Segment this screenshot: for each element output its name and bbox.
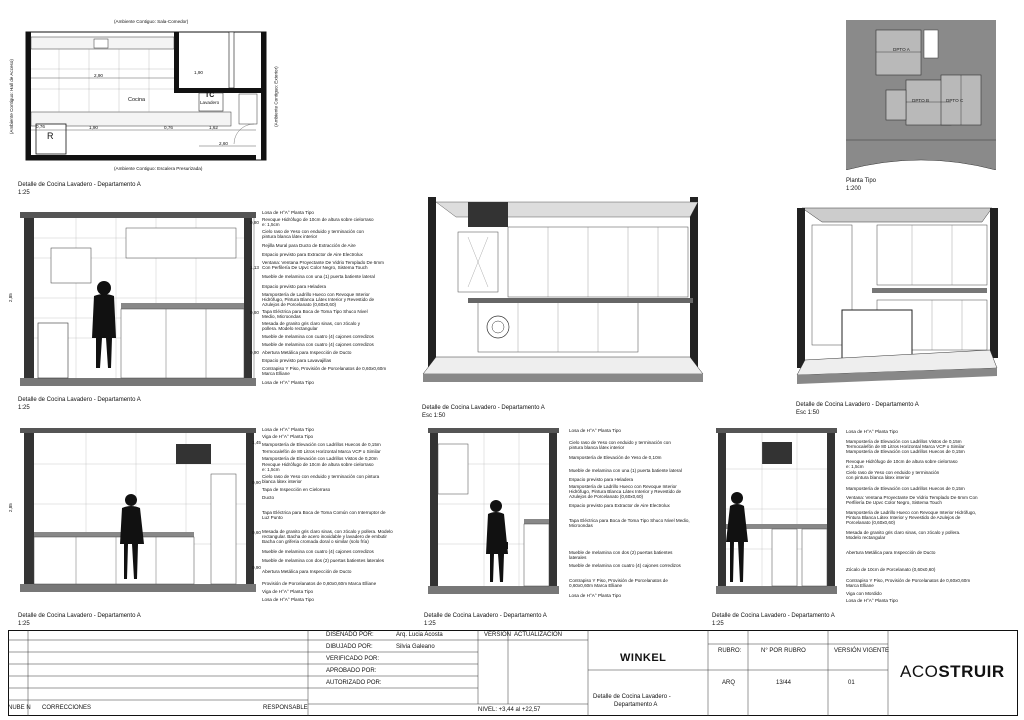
section3-drawing [424, 424, 559, 604]
section1-note: Mampostería de Ladrillo Hueco con Revoque Interior [262, 292, 370, 297]
section3-notes [569, 426, 709, 606]
section4-note: Losa de H°A° Planta Tipo [846, 598, 898, 603]
section2-dim: 0,90 [252, 565, 261, 570]
section1-note: Cielo raso de Yeso con enduido y terminación con [262, 229, 364, 234]
section1-drawing [16, 208, 256, 393]
section3-caption: Detalle de Cocina Lavadero - Departamento A [424, 613, 547, 619]
section3-note: Mueble de melamina con dos (2) puertas batientes [569, 550, 673, 555]
section4-note: Revoque Hidrófugo de 10cm de altura sobre cielorraso [846, 459, 958, 464]
section4-note: Modelo rectangular [846, 535, 886, 540]
section1-note: Abertura Metálica para Inspección de Ducto [262, 350, 352, 355]
section2-note: Cielo raso de Yeso con enduido y terminación con pintura [262, 474, 380, 479]
company-logo [900, 662, 1005, 682]
perspective2-caption: Detalle de Cocina Lavadero - Departamento A [796, 402, 919, 408]
sheet-title-line2: Departamento A [614, 702, 658, 708]
section1-dim: 0,60 [250, 310, 259, 315]
section1-note: Mesada de granito gris claro sinas, con zócalo y [262, 321, 361, 326]
section4-caption: Detalle de Cocina Lavadero - Departamento A [712, 613, 835, 619]
plan-dim: 1,90 [194, 70, 203, 75]
perspective2-scale: Esc 1:50 [796, 410, 820, 416]
section4-drawing [712, 424, 837, 604]
plan-dim: 1,90 [89, 125, 98, 130]
section1-dim: 0,90 [250, 350, 259, 355]
correcciones-label: CORRECCIONES [42, 705, 92, 711]
section1-note: Marca Elliane [262, 371, 290, 376]
section2-note: Viga de H°A° Planta Tipo [262, 589, 314, 594]
section4-note: Losa de H°A° Planta Tipo [846, 429, 898, 434]
plan-right-label: (Ambiente Contiguo: Exterior) [273, 66, 279, 127]
section4-note: con pintura blanca látex interior [846, 475, 910, 480]
section2-note: Mueble de melamina con dos (2) puertas batientes laterales [262, 558, 385, 563]
plan-dim: 1,62 [209, 125, 218, 130]
section1-note: e: 1,5cm [262, 222, 280, 227]
perspective1-scale: Esc 1:50 [422, 413, 446, 419]
section4-scale: 1:25 [712, 621, 724, 627]
section2-dim: 1,45 [252, 440, 261, 445]
section4-note: Mampostería de Elevación con Ladrillos Vistos de 0,15m [846, 439, 962, 444]
section2-dim: 0,90 [252, 480, 261, 485]
planta-tipo-plan [846, 20, 996, 170]
section2-dim: 2,85 [7, 503, 13, 513]
section3-note: Mueble de melamina con cuatro (4) cajones corredizos [569, 563, 681, 568]
section2-note: Abertura Metálica para Inspección de Ducto [262, 569, 352, 574]
section2-note: blanca látex interior [262, 479, 302, 484]
section4-note: Marca Elliane [846, 583, 874, 588]
nro-value: 13/44 [776, 680, 792, 686]
authorized-by-label: AUTORIZADO POR: [326, 680, 382, 686]
section4-note: Viga con Mordido [846, 591, 882, 596]
plan-top-label: (Ambiente Contiguo: Sala-Comedor) [114, 19, 189, 24]
section1-note: Losa de H°A° Planta Tipo [262, 210, 314, 215]
section3-note: Mampostería de Ladrillo Hueco con Revoque Interior [569, 484, 677, 489]
section3-note: 0,60x0,60m Marca Elliane [569, 583, 623, 588]
update-header: ACTUALIZACIÓN [514, 632, 563, 638]
section4-note: Mampostería de Elevación con Ladrillos Huecos de 0,15m [846, 486, 965, 491]
section3-note: Contrapiso Y Piso, Provisión de Porcelanatos de [569, 578, 668, 583]
plan-dim: 2,90 [94, 73, 103, 78]
section3-note: Microondas [569, 523, 593, 528]
section4-note: Zócalo de 10cm de Porcelanato (0,60x0,60) [846, 567, 936, 572]
section1-note: Hidrófugo, Pintura Blanca Látex Interior y Revestido de [262, 297, 375, 302]
section1-dim: 0,80 [250, 220, 259, 225]
planta-caption: Planta Tipo [846, 178, 877, 184]
section2-note: Revoque Hidrófugo de 10cm de altura sobre cielorraso [262, 462, 374, 467]
nube-label: NUBE N [8, 705, 31, 711]
section2-note: Mueble de melamina con cuatro (4) cajones corredizos [262, 549, 374, 554]
perspective1-drawing [418, 192, 708, 402]
designed-by-label: DISEÑADO POR: [326, 632, 374, 638]
section3-note: laterales [569, 555, 587, 560]
section3-note: Azulejos de Porcelanato (0,60x0,60) [569, 494, 644, 499]
section1-note: Mueble de melamina con cuatro (4) cajones corredizos [262, 342, 374, 347]
project-name: WINKEL [620, 652, 667, 664]
section3-note: Losa de H°A° Planta Tipo [569, 593, 621, 598]
perspective1-caption: Detalle de Cocina Lavadero - Departamento A [422, 405, 545, 411]
rubro-value: ARQ [722, 680, 736, 686]
section1-note: Azulejos de Porcelanato (0,60x0,60) [262, 302, 337, 307]
perspective2-drawing [792, 200, 1002, 398]
kitchen-plan [8, 14, 294, 184]
section4-note: Contrapiso Y Piso, Provisión de Porcelanatos de 0,60x0,60m [846, 578, 971, 583]
plan-dim: 2,60 [219, 141, 228, 146]
section2-note: Viga de H°A° Planta Tipo [262, 434, 314, 439]
section1-note: Ventana: Ventana Proyectante De Vidrio Templado De 6mm [262, 260, 384, 265]
section4-note: Ventana: Ventana Proyectante De Vidrio Templado De 6mm Con [846, 495, 978, 500]
company-logo-light: ACO [900, 662, 939, 681]
section2-note: Losa de H°A° Planta Tipo [262, 597, 314, 602]
plan-dim: 0,76 [164, 125, 173, 130]
section2-note: Mesada de granito gris claro sinas, con zócalo y pollera. Modelo [262, 529, 393, 534]
section1-note: pollera. Modelo rectangular [262, 326, 318, 331]
section3-scale: 1:25 [424, 621, 436, 627]
plan-dim: 0,76 [36, 124, 45, 129]
rubro-header: RUBRO: [718, 648, 742, 654]
verified-by-label: VERIFICADO POR: [326, 656, 380, 662]
plan-caption: Detalle de Cocina Lavadero - Departamento A [18, 182, 141, 188]
company-logo-bold: STRUIR [938, 662, 1005, 681]
section3-note: pintura blanca látex interior [569, 445, 625, 450]
section2-note: Losa de H°A° Planta Tipo [262, 427, 314, 432]
section2-note: Luz Punto [262, 515, 283, 520]
section1-note: Mueble de melamina con una (1) puerta batiente lateral [262, 274, 375, 279]
title-block [8, 630, 1018, 716]
sheet-title-line1: Detalle de Cocina Lavadero - [593, 694, 671, 700]
section1-note: Mueble de melamina con cuatro (4) cajones corredizos [262, 334, 374, 339]
section2-caption: Detalle de Cocina Lavadero - Departamento A [18, 613, 141, 619]
section1-note: Medio, Microondas [262, 314, 301, 319]
section1-scale: 1:25 [18, 405, 30, 411]
section1-note: Rejilla Mural para Ducto de Extracción de Aire [262, 243, 356, 248]
section2-note: Tapa de Inspección en Cielorraso [262, 487, 331, 492]
section4-note: Cielo raso de Yeso con enduido y terminación [846, 470, 940, 475]
section1-note: Con Perfilería De Upvc Color Negro, Sistema Touch [262, 265, 368, 270]
plan-room-cocina: Cocina [128, 97, 146, 103]
section2-note: Ducto [262, 495, 275, 500]
section1-notes [262, 208, 412, 393]
planta-tipo-drawing [846, 20, 996, 170]
section4-note: Mesada de granito gris claro sinas, con zócalo y pollera. [846, 530, 961, 535]
section3-note: Losa de H°A° Planta Tipo [569, 428, 621, 433]
section2-note: Tapa Eléctrica para Boca de Toma Común con Interruptor de [262, 510, 386, 515]
section3-note: Hidrófugo, Pintura Blanca Látex Interior y Revestido de [569, 489, 682, 494]
version-vigente-header: VERSIÓN VIGENTE [834, 648, 890, 654]
section3-note: Cielo raso de Yeso con enduido y terminación con [569, 440, 671, 445]
plan-scale: 1:25 [18, 190, 30, 196]
nro-header: N° POR RUBRO [761, 648, 806, 654]
plan-left-label: (Ambiente Contiguo: Hall de Acceso) [8, 59, 14, 135]
section3-note: Mampostería de Elevación de Yeso de 0,10m [569, 455, 662, 460]
section2-dim: 0,60 [252, 530, 261, 535]
section2-note: rectangular. Bacha de acero inoxidable y lavadero de embutir [262, 534, 387, 539]
section1-note: Tapa Eléctrica para Boca de Toma Tipo Shuco Nivel [262, 309, 368, 314]
section4-note: Mampostería de Ladrillo Hueco con Revoque Interior Hidrófugo, [846, 510, 977, 515]
section2-scale: 1:25 [18, 621, 30, 627]
section2-note: e: 1,5cm [262, 467, 280, 472]
section2-note: Provisión de Porcelanatos de 0,60x0,60m Marca Elliane [262, 581, 377, 586]
plan-tag-tc: TC [205, 92, 215, 99]
section3-note: Mueble de melamina con una (1) puerta batiente lateral [569, 468, 682, 473]
section3-note: Espacio previsto para Heladera [569, 477, 634, 482]
plan-room-lavadero: Lavadero [200, 100, 220, 105]
section4-note: Mampostería de Elevación con Ladrillos Huecos de 0,15m [846, 449, 965, 454]
planta-unit-a: DPTO A [893, 47, 910, 52]
section1-note: pintura blanca látex interior [262, 234, 318, 239]
section1-note: Contrapiso Y Piso, Provisión de Porcelanatos de 0,60x0,60m [262, 366, 387, 371]
responsable-label: RESPONSABLE [263, 705, 308, 711]
designed-by-value: Arq. Lucia Acosta [396, 632, 443, 638]
section3-note: Tapa Eléctrica para Boca de Toma Tipo Shuco Nivel Medio, [569, 518, 690, 523]
version-vigente-value: 01 [848, 680, 855, 686]
version-header: VERSIÓN [484, 632, 512, 638]
section1-dim: 2,85 [7, 293, 13, 303]
planta-unit-c: DPTO C [946, 98, 964, 103]
section2-note: Bacha con griferia cromada doral o similar (solo fría) [262, 539, 369, 544]
section2-note: Termocalefón de 80 Litros Horizontal Marca VCP o Similar [262, 449, 381, 454]
section1-note: Espacio previsto para Lavavajillas [262, 358, 332, 363]
section4-notes [846, 426, 1016, 606]
plan-tag-r: R [47, 131, 54, 141]
section1-note: Revoque Hidrófugo de 10cm de altura sobre cielorraso [262, 217, 374, 222]
section3-note: Espacio previsto para Extractor de Aire Electrolux [569, 503, 670, 508]
section2-drawing [16, 424, 256, 604]
section4-note: Pintura Blanca Látex Interior y Revestido de Azulejos de [846, 515, 961, 520]
drawn-by-label: DIBUJADO POR: [326, 644, 373, 650]
section1-note: Espacio previsto para Extractor de Aire Electrolux [262, 252, 363, 257]
approved-by-label: APROBADO POR: [326, 668, 377, 674]
section1-note: Losa de H°A° Planta Tipo [262, 380, 314, 385]
section2-notes [262, 425, 412, 605]
section4-note: Perfilería De Upvc Color Negro, Sistema Touch [846, 500, 942, 505]
section1-caption: Detalle de Cocina Lavadero - Departamento A [18, 397, 141, 403]
section2-note: Mampostería de Elevación con Ladrillos Vistos de 0,20m [262, 456, 378, 461]
kitchen-plan-drawing [14, 14, 294, 184]
section4-note: Porcelanato (0,60x0,60) [846, 520, 896, 525]
drawn-by-value: Silvia Galeano [396, 644, 435, 650]
section2-note: Mampostería de Elevación con Ladrillos Huecos de 0,15m [262, 442, 381, 447]
section4-note: Abertura Metálica para Inspección de Ducto [846, 550, 936, 555]
section4-note: Termocalefón de 80 Litros Horizontal Marca VCP o Similar [846, 444, 965, 449]
plan-bottom-label: (Ambiente Contiguo: Escalera Presurizada) [114, 166, 203, 171]
planta-unit-b: DPTO B [912, 98, 930, 103]
planta-scale: 1:200 [846, 186, 862, 192]
nivel-label: NIVEL: +3,44 al +22,57 [478, 707, 541, 713]
section1-dim: 1,13 [250, 265, 259, 270]
section4-note: e: 1,5cm [846, 464, 864, 469]
section1-note: Espacio previsto para Heladera [262, 284, 327, 289]
